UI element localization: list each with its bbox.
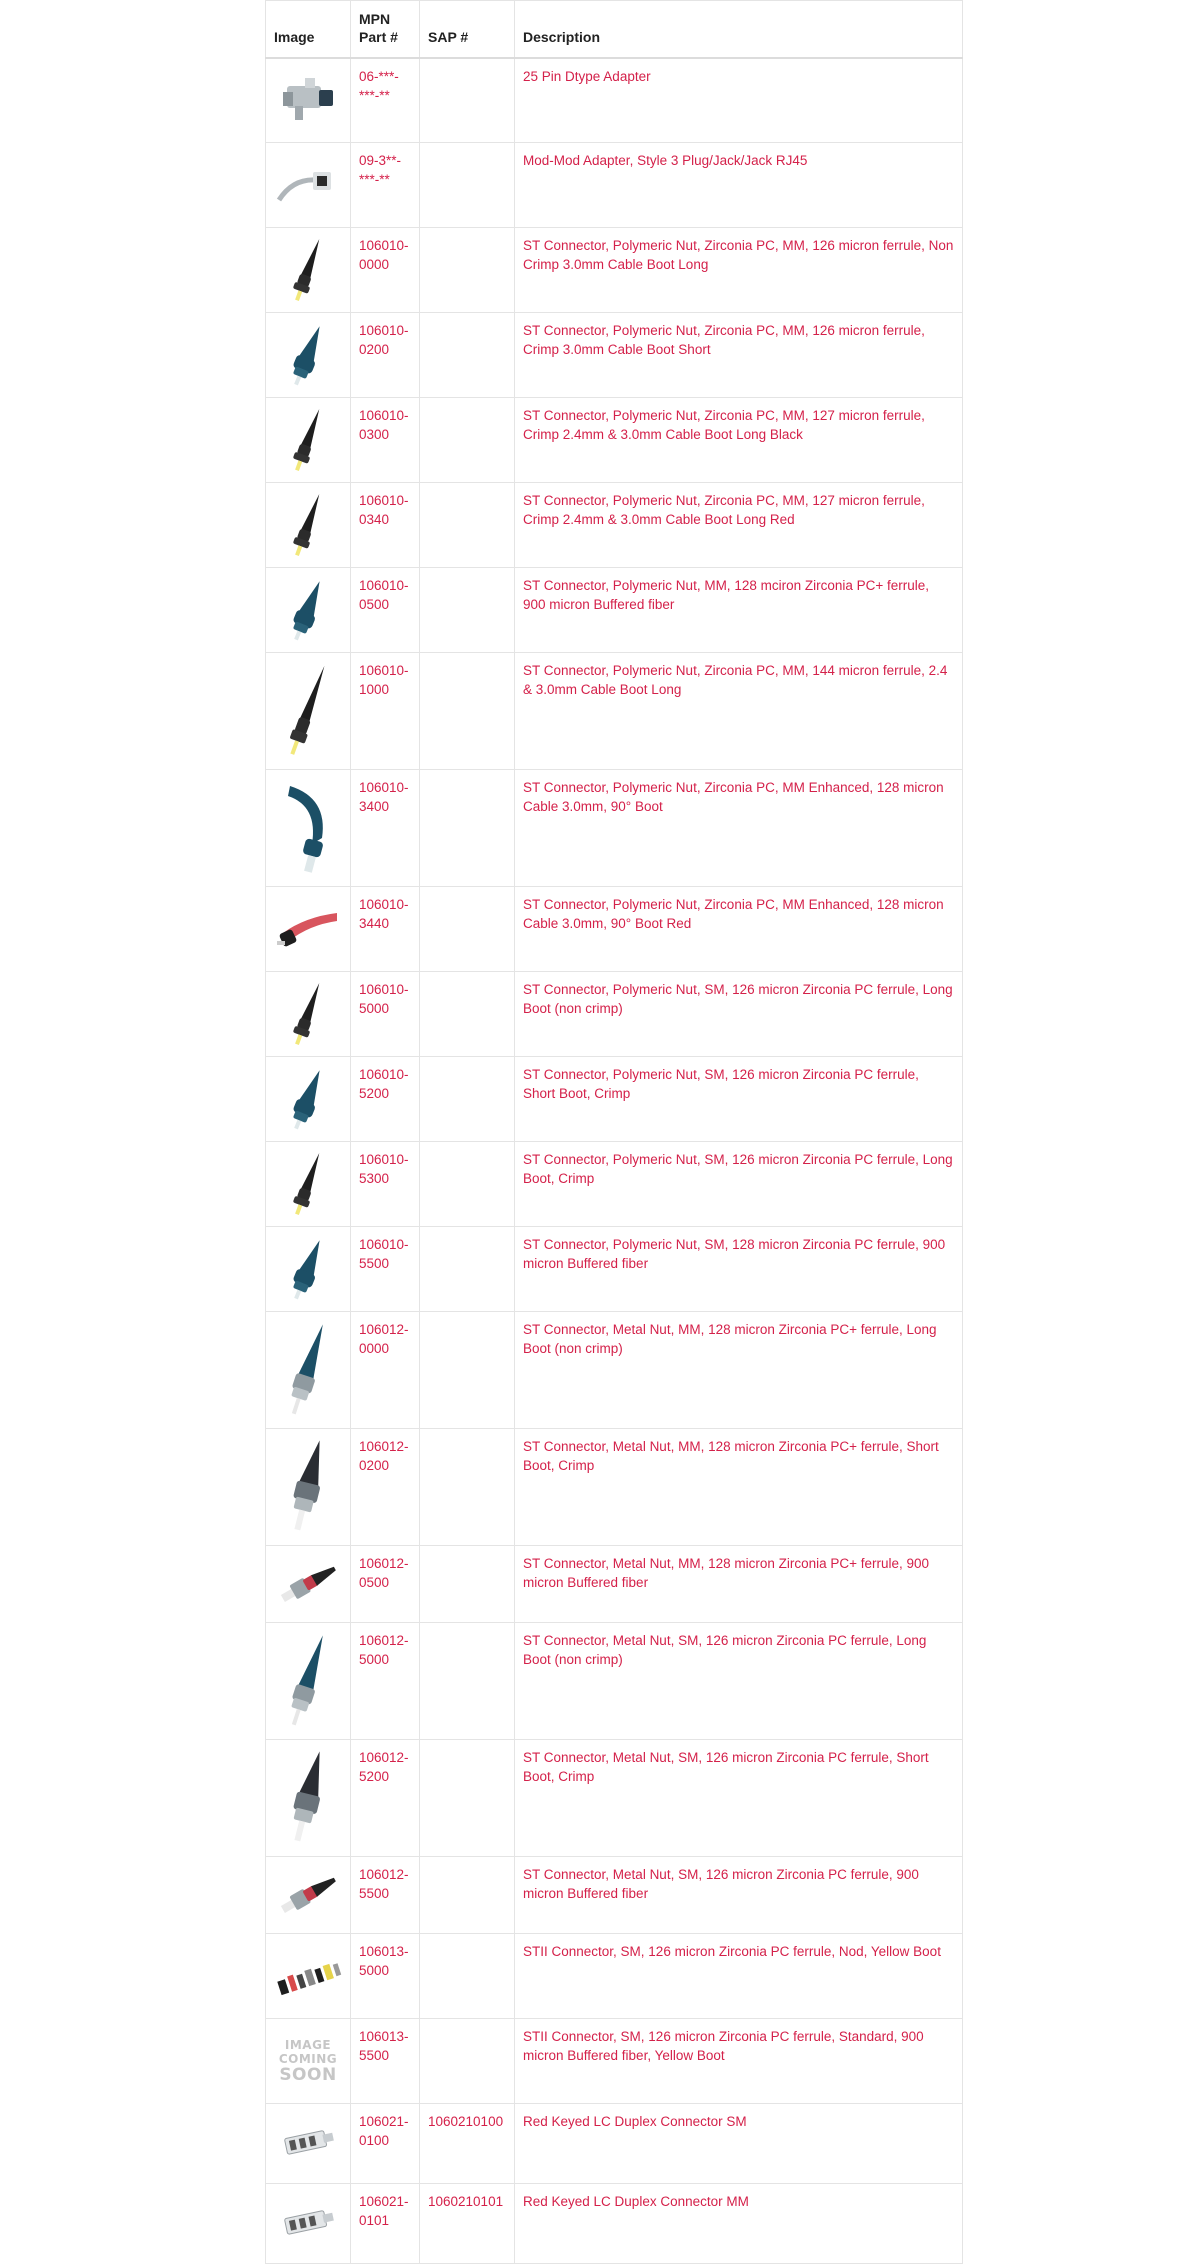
table-row [266, 972, 963, 1057]
mpn-cell [351, 1057, 420, 1142]
st-connector-blue-icon[interactable] [266, 1064, 350, 1134]
mpn-cell [351, 653, 420, 770]
description-cell [515, 1057, 963, 1142]
product-image-cell[interactable] [266, 1312, 351, 1429]
mpn-link[interactable]: 106010-0200 [359, 323, 409, 357]
lc-duplex-connector-icon[interactable] [266, 2202, 350, 2246]
table-row [266, 1227, 963, 1312]
st-connector-metal-icon[interactable] [266, 1437, 350, 1537]
sap-cell [420, 1623, 515, 1740]
table-row [266, 653, 963, 770]
sap-cell [420, 313, 515, 398]
mpn-link[interactable]: 106010-5000 [359, 982, 409, 1016]
product-image-cell[interactable] [266, 2184, 351, 2264]
mpn-link[interactable]: 106012-0500 [359, 1556, 409, 1590]
product-image-cell[interactable] [266, 568, 351, 653]
table-row [266, 568, 963, 653]
products-table [265, 0, 963, 2264]
sap-cell [420, 1429, 515, 1546]
table-row [266, 1546, 963, 1623]
description-cell [515, 228, 963, 313]
description-link[interactable]: ST Connector, Metal Nut, SM, 126 micron Zirconia PC ferrule, Short Boot, Crimp [523, 1750, 929, 1784]
mpn-cell [351, 483, 420, 568]
product-image-cell[interactable] [266, 1227, 351, 1312]
mpn-cell [351, 972, 420, 1057]
description-link[interactable]: ST Connector, Polymeric Nut, SM, 128 micron Zirconia PC ferrule, 900 micron Buffered fiber [523, 1237, 946, 1271]
mpn-link[interactable]: 106021-0100 [359, 2114, 409, 2148]
st-connector-metal-buffered-icon[interactable] [266, 1865, 350, 1925]
description-cell [515, 770, 963, 887]
description-cell [515, 1546, 963, 1623]
product-image-cell[interactable] [266, 1142, 351, 1227]
mpn-link[interactable]: 106010-3440 [359, 897, 409, 931]
st-connector-black-icon[interactable] [266, 235, 350, 305]
mpn-link[interactable]: 106021-0101 [359, 2194, 409, 2228]
st-connector-90-boot-blue-icon[interactable] [266, 778, 350, 878]
description-cell [515, 972, 963, 1057]
description-link[interactable]: ST Connector, Metal Nut, SM, 126 micron Zirconia PC ferrule, Long Boot (non crimp) [523, 1633, 927, 1667]
description-cell [515, 2019, 963, 2104]
table-body [266, 58, 963, 2264]
product-image-cell[interactable] [266, 1057, 351, 1142]
product-image-cell[interactable] [266, 228, 351, 313]
mpn-cell [351, 398, 420, 483]
product-image-cell[interactable] [266, 313, 351, 398]
description-link[interactable]: 25 Pin Dtype Adapter [523, 68, 651, 84]
mpn-link[interactable]: 106013-5500 [359, 2029, 409, 2063]
mpn-link[interactable]: 106010-5500 [359, 1237, 409, 1271]
description-cell [515, 1934, 963, 2019]
description-link[interactable]: ST Connector, Metal Nut, SM, 126 micron Zirconia PC ferrule, 900 micron Buffered fiber [523, 1867, 919, 1901]
table-row [266, 143, 963, 228]
mpn-cell [351, 1429, 420, 1546]
st-connector-black-icon[interactable] [266, 490, 350, 560]
description-link[interactable]: ST Connector, Polymeric Nut, Zirconia PC, MM, 126 micron ferrule, Non Crimp 3.0mm Cable Boot Long [523, 238, 954, 272]
mpn-link[interactable]: 09-3**-***-** [359, 153, 402, 187]
description-link[interactable]: ST Connector, Polymeric Nut, MM, 128 mciron Zirconia PC+ ferrule, 900 micron Buffered fiber [523, 578, 930, 612]
description-cell [515, 1227, 963, 1312]
lc-duplex-connector-icon[interactable] [266, 2122, 350, 2166]
mpn-link[interactable]: 106012-0000 [359, 1322, 409, 1356]
description-cell [515, 1740, 963, 1857]
sap-cell [420, 58, 515, 143]
sap-cell [420, 1546, 515, 1623]
table-row [266, 1857, 963, 1934]
st-connector-metal-blue-icon[interactable] [266, 1631, 350, 1731]
sap-cell [420, 770, 515, 887]
sap-cell [420, 2104, 515, 2184]
product-image-cell[interactable] [266, 398, 351, 483]
sap-cell [420, 483, 515, 568]
description-link[interactable]: Red Keyed LC Duplex Connector SM [523, 2114, 747, 2129]
mpn-link[interactable]: 06-***-***-** [359, 68, 399, 103]
mpn-cell [351, 1857, 420, 1934]
description-cell [515, 1623, 963, 1740]
product-image-cell[interactable] [266, 483, 351, 568]
description-link[interactable]: ST Connector, Metal Nut, MM, 128 micron Zirconia PC+ ferrule, Short Boot, Crimp [523, 1439, 939, 1473]
table-row [266, 1934, 963, 2019]
table-row [266, 58, 963, 143]
description-cell [515, 2104, 963, 2184]
product-image-cell[interactable] [266, 1857, 351, 1934]
mpn-cell [351, 1312, 420, 1429]
mpn-link[interactable]: 106010-0500 [359, 578, 409, 612]
mpn-cell [351, 2019, 420, 2104]
st-connector-blue-icon[interactable] [266, 1234, 350, 1304]
mpn-cell [351, 2104, 420, 2184]
sap-cell [420, 972, 515, 1057]
mpn-cell [351, 228, 420, 313]
sap-cell [420, 398, 515, 483]
description-link[interactable]: ST Connector, Polymeric Nut, Zirconia PC, MM, 127 micron ferrule, Crimp 2.4mm & 3.0mm Cable Boot Long Red [523, 493, 925, 527]
description-cell [515, 1312, 963, 1429]
table-row [266, 770, 963, 887]
mpn-cell [351, 770, 420, 887]
table-row [266, 313, 963, 398]
product-image-cell[interactable] [266, 887, 351, 972]
st-connector-metal-buffered-icon[interactable] [266, 1554, 350, 1614]
description-link[interactable]: STII Connector, SM, 126 micron Zirconia PC ferrule, Standard, 900 micron Buffered fiber, Yellow Boot [523, 2029, 924, 2063]
mpn-link[interactable]: 106010-0340 [359, 493, 409, 527]
st-connector-black-icon[interactable] [266, 979, 350, 1049]
st-connector-black-icon[interactable] [266, 1149, 350, 1219]
mpn-link[interactable]: 106010-1000 [359, 663, 409, 697]
description-cell [515, 2184, 963, 2264]
header-mpn: MPN Part # [351, 1, 420, 58]
description-cell [515, 143, 963, 228]
table-row [266, 1057, 963, 1142]
mpn-cell [351, 887, 420, 972]
table-row [266, 2019, 963, 2104]
mpn-link[interactable]: 106010-5300 [359, 1152, 409, 1186]
description-link[interactable]: ST Connector, Polymeric Nut, SM, 126 micron Zirconia PC ferrule, Short Boot, Crimp [523, 1067, 919, 1101]
description-link[interactable]: ST Connector, Polymeric Nut, Zirconia PC, MM Enhanced, 128 micron Cable 3.0mm, 90° Boot Red [523, 897, 944, 931]
description-cell [515, 1142, 963, 1227]
description-link[interactable]: ST Connector, Polymeric Nut, Zirconia PC, MM Enhanced, 128 micron Cable 3.0mm, 90° Boot [523, 780, 944, 814]
st-connector-90-boot-red-icon[interactable] [266, 899, 350, 959]
mpn-cell [351, 1546, 420, 1623]
mpn-cell [351, 1142, 420, 1227]
mpn-link[interactable]: 106012-5000 [359, 1633, 409, 1667]
st-connector-black-icon[interactable] [266, 405, 350, 475]
sap-cell [420, 1142, 515, 1227]
coming-soon-text: IMAGE [284, 2037, 332, 2052]
description-link[interactable]: ST Connector, Metal Nut, MM, 128 micron Zirconia PC+ ferrule, Long Boot (non crimp) [523, 1322, 937, 1356]
description-cell [515, 58, 963, 143]
sap-cell [420, 1227, 515, 1312]
description-cell [515, 653, 963, 770]
description-link[interactable]: ST Connector, Polymeric Nut, Zirconia PC, MM, 127 micron ferrule, Crimp 2.4mm & 3.0mm Cable Boot Long Black [523, 408, 925, 442]
mpn-cell [351, 1934, 420, 2019]
table-row [266, 1142, 963, 1227]
mpn-cell [351, 568, 420, 653]
sap-cell [420, 143, 515, 228]
st-connector-blue-icon[interactable] [266, 320, 350, 390]
mpn-link[interactable]: 106012-5500 [359, 1867, 409, 1901]
mpn-cell [351, 1623, 420, 1740]
image-coming-soon-icon[interactable] [278, 2037, 338, 2085]
mpn-cell [351, 58, 420, 143]
st-connector-blue-icon[interactable] [266, 575, 350, 645]
description-link[interactable]: ST Connector, Polymeric Nut, Zirconia PC, MM, 144 micron ferrule, 2.4 & 3.0mm Cable Boot Long [523, 663, 948, 697]
product-image-cell[interactable] [266, 1429, 351, 1546]
product-image-cell[interactable] [266, 1546, 351, 1623]
mpn-cell [351, 313, 420, 398]
description-cell [515, 483, 963, 568]
stii-connector-parts-icon[interactable] [266, 1956, 350, 1996]
description-cell [515, 398, 963, 483]
table-row [266, 228, 963, 313]
product-image-cell[interactable] [266, 1740, 351, 1857]
mpn-link[interactable]: 106010-3400 [359, 780, 409, 814]
product-image-cell[interactable] [266, 143, 351, 228]
table-header-row [266, 1, 963, 58]
rj45-adapter-icon[interactable] [266, 160, 350, 210]
sap-cell [420, 1740, 515, 1857]
sap-cell [420, 1312, 515, 1429]
description-link[interactable]: ST Connector, Metal Nut, MM, 128 micron Zirconia PC+ ferrule, 900 micron Buffered fiber [523, 1556, 930, 1590]
mpn-link[interactable]: 106010-0000 [359, 238, 409, 272]
sap-cell [420, 228, 515, 313]
product-image-cell[interactable] [266, 58, 351, 143]
product-image-cell[interactable] [266, 2019, 351, 2104]
table-row [266, 2184, 963, 2264]
mpn-link[interactable]: 106013-5000 [359, 1944, 409, 1978]
mpn-cell [351, 143, 420, 228]
sap-link[interactable]: 1060210100 [428, 2114, 504, 2129]
description-link[interactable]: Mod-Mod Adapter, Style 3 Plug/Jack/Jack RJ45 [523, 153, 808, 168]
table-row [266, 1312, 963, 1429]
header-image: Image [266, 1, 351, 58]
table-row [266, 1623, 963, 1740]
table-row [266, 398, 963, 483]
description-cell [515, 1429, 963, 1546]
table-row [266, 483, 963, 568]
product-image-cell[interactable] [266, 770, 351, 887]
mpn-link[interactable]: 106012-0200 [359, 1439, 409, 1473]
table-row [266, 1429, 963, 1546]
st-connector-metal-blue-icon[interactable] [266, 1320, 350, 1420]
sap-cell [420, 1057, 515, 1142]
product-image-cell[interactable] [266, 972, 351, 1057]
mpn-cell [351, 2184, 420, 2264]
description-link[interactable]: ST Connector, Polymeric Nut, SM, 126 micron Zirconia PC ferrule, Long Boot, Crimp [523, 1152, 953, 1186]
sap-cell [420, 1934, 515, 2019]
sap-cell [420, 568, 515, 653]
coming-soon-text: COMING [278, 2051, 338, 2066]
sap-cell [420, 1857, 515, 1934]
description-link[interactable]: ST Connector, Polymeric Nut, SM, 126 micron Zirconia PC ferrule, Long Boot (non crimp) [523, 982, 953, 1016]
mpn-link[interactable]: 106010-5200 [359, 1067, 409, 1101]
st-connector-metal-icon[interactable] [266, 1748, 350, 1848]
st-connector-black-long-icon[interactable] [266, 661, 350, 761]
mpn-cell [351, 1227, 420, 1312]
description-link[interactable]: Red Keyed LC Duplex Connector MM [523, 2194, 749, 2209]
description-link[interactable]: ST Connector, Polymeric Nut, Zirconia PC, MM, 126 micron ferrule, Crimp 3.0mm Cable Boot Short [523, 323, 925, 357]
sap-cell [420, 2019, 515, 2104]
product-image-cell[interactable] [266, 1623, 351, 1740]
header-sap: SAP # [420, 1, 515, 58]
product-image-cell[interactable] [266, 653, 351, 770]
description-cell [515, 313, 963, 398]
table-row [266, 887, 963, 972]
description-cell [515, 568, 963, 653]
product-image-cell[interactable] [266, 1934, 351, 2019]
mpn-link[interactable]: 106010-0300 [359, 408, 409, 442]
table-row [266, 2104, 963, 2184]
sap-cell [420, 653, 515, 770]
description-link[interactable]: STII Connector, SM, 126 micron Zirconia PC ferrule, Nod, Yellow Boot [523, 1944, 941, 1959]
mpn-link[interactable]: 106012-5200 [359, 1750, 409, 1784]
dtype-adapter-icon[interactable] [266, 72, 350, 128]
table-row [266, 1740, 963, 1857]
mpn-cell [351, 1740, 420, 1857]
sap-link[interactable]: 1060210101 [428, 2194, 504, 2209]
product-image-cell[interactable] [266, 2104, 351, 2184]
sap-cell [420, 2184, 515, 2264]
description-cell [515, 1857, 963, 1934]
sap-cell [420, 887, 515, 972]
description-cell [515, 887, 963, 972]
coming-soon-text: SOON [279, 2064, 337, 2085]
header-description: Description [515, 1, 963, 58]
